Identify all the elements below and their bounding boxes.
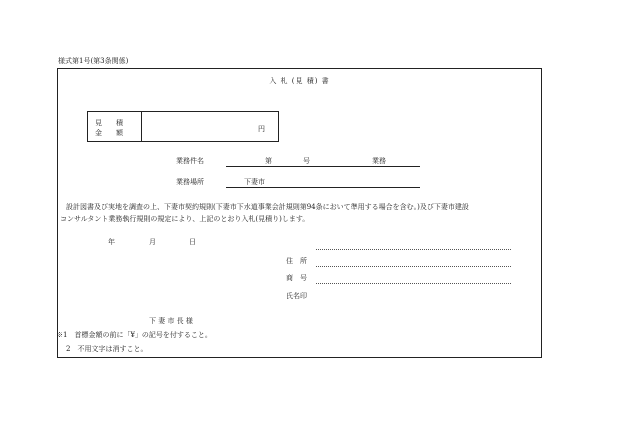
bidder-address-dotline (316, 266, 511, 267)
date-year: 年 (108, 238, 115, 246)
note-1: ※1 首標金額の前に「¥」の記号を付すること。 (56, 331, 212, 339)
project-name-dai: 第 (265, 157, 272, 165)
bidder-trade-name-label: 商 号 (286, 274, 307, 282)
project-name-go: 号 (303, 157, 310, 165)
bidder-name-label: 氏名印 (286, 292, 307, 300)
project-location-underline (226, 187, 420, 188)
project-location-label: 業務場所 (176, 178, 204, 186)
project-location-value: 下妻市 (244, 178, 265, 186)
form-header: 様式第1号(第3条関係) (58, 57, 129, 65)
project-name-gyomu: 業務 (372, 157, 386, 165)
amount-label-line2: 金 額 (95, 129, 123, 137)
bidder-address-label: 住 所 (286, 257, 307, 265)
body-text-line1: 設計図書及び実地を調査の上、下妻市契約規則(下妻市下水道事業会計規則第94条において準用する場合を含む。)及び下妻市建設 (66, 203, 469, 211)
project-name-label: 業務件名 (176, 157, 204, 165)
date-month: 月 (149, 238, 156, 246)
body-text-line2: コンサルタント業務執行規則の規定により、上記のとおり入札(見積り)します。 (60, 215, 310, 223)
document-title: 入 札 (見 積) 書 (269, 77, 330, 85)
bidder-dotline-top (316, 249, 511, 250)
amount-box (87, 111, 279, 142)
project-name-underline (226, 166, 420, 167)
note-2: 2 不用文字は消すこと。 (66, 345, 148, 353)
bidder-trade-name-dotline (316, 283, 511, 284)
amount-divider (141, 112, 142, 141)
bid-form-frame (57, 68, 542, 358)
addressee: 下 妻 市 長 様 (149, 317, 193, 325)
amount-unit: 円 (258, 125, 265, 133)
date-day: 日 (189, 238, 196, 246)
amount-label-line1: 見 積 (95, 119, 123, 127)
